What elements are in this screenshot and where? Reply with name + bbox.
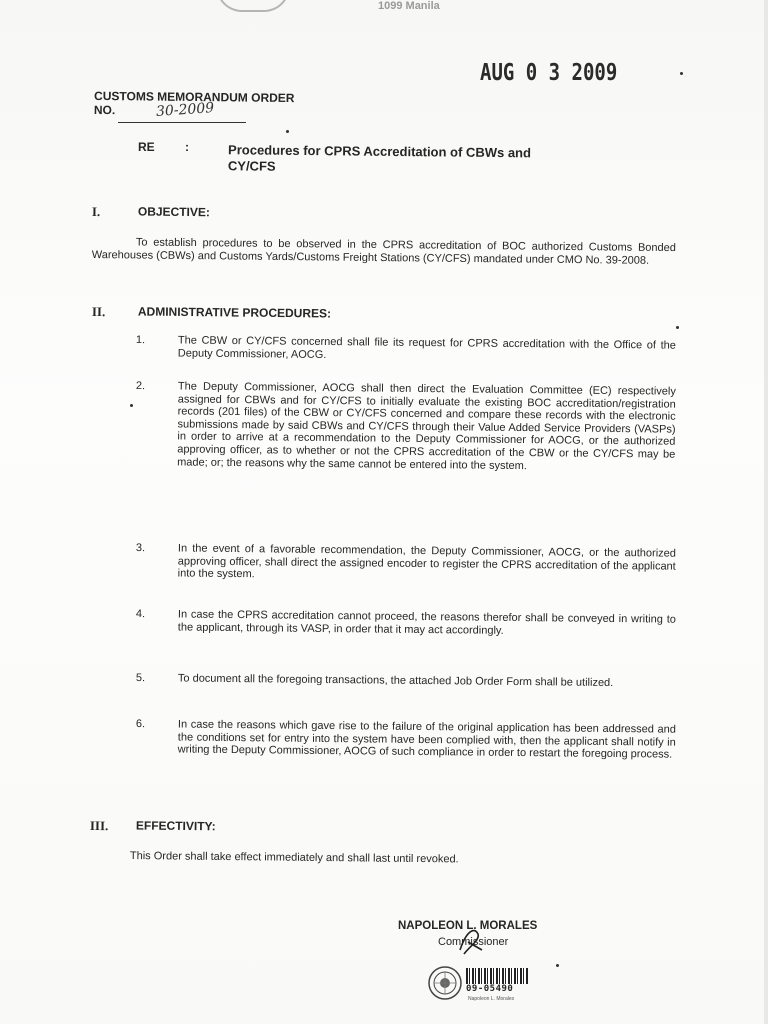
effectivity-body: This Order shall take effect immediately and shall last until revoked.	[129, 850, 459, 866]
section-number: I.	[91, 204, 101, 220]
procedure-item	[135, 334, 676, 361]
section-title: ADMINISTRATIVE PROCEDURES:	[137, 304, 332, 321]
re-label: RE	[138, 140, 155, 154]
scan-speck	[680, 72, 683, 75]
procedure-item	[135, 608, 676, 637]
barcode-number: 09-05490	[466, 984, 514, 994]
order-number-handwritten: 30-2009	[155, 99, 215, 121]
item-number: 1.	[135, 334, 146, 347]
re-subject	[228, 142, 568, 178]
item-text: In case the CPRS accreditation cannot proceed, the reasons therefor shall be conveyed in writing to the applicant, through its VASP, in order that it may act accordingly.	[177, 608, 676, 637]
section-number: II.	[91, 304, 106, 320]
item-number: 3.	[135, 542, 146, 555]
bureau-seal-icon	[428, 966, 462, 1000]
procedure-item	[135, 542, 676, 581]
scan-speck	[286, 130, 289, 133]
procedure-item	[135, 380, 676, 472]
procedure-item	[135, 718, 676, 761]
order-no-label: NO.	[93, 102, 116, 118]
barcode-caption: Napoleon L. Morales	[468, 996, 515, 1002]
bureau-seal-top	[216, 0, 290, 12]
item-number: 2.	[135, 380, 146, 393]
order-type: CUSTOMS MEMORANDUM ORDER	[94, 88, 295, 106]
header-address: 1099 Manila	[378, 0, 440, 12]
re-colon: :	[185, 140, 189, 154]
handwritten-signature-mark	[452, 920, 492, 960]
signatory-name: NAPOLEON L. MORALES	[398, 920, 538, 932]
re-subject-line-2: CY/CFS	[227, 158, 276, 174]
page-edge-shadow	[764, 0, 768, 1024]
item-text: The Deputy Commissioner, AOCG shall then direct the Evaluation Committee (EC) respectively assigned for CBWs and for CY/CFS to initially evaluate the existing BOC accreditation/registration records (201 files) of the CBW or CY/CFS concerned and compare these records with the electronic submissions made by said CBWs and CY/CFS through their Value Added Service Providers (VASPs) in order to arrive at a recommendation to the Deputy Commissioner for AOCG, or the authorized approving officer, as to whether or not the CPRS accreditation of the CBW or the CY/CFS may be made; or; the reasons why the same cannot be entered into the system.	[177, 380, 676, 472]
item-text: To document all the foregoing transactions, the attached Job Order Form shall be utilized.	[177, 672, 614, 689]
procedure-item	[135, 672, 676, 689]
order-number-line	[118, 99, 246, 123]
scan-speck	[556, 964, 559, 967]
item-number: 6.	[135, 718, 146, 731]
item-number: 4.	[135, 608, 146, 621]
item-text: In the event of a favorable recommendation, the Deputy Commissioner, AOCG, or the authorized approving officer, shall direct the assigned encoder to register the CPRS accreditation of the applicant into the system.	[177, 542, 676, 581]
barcode	[466, 968, 528, 984]
item-text: In case the reasons which gave rise to the failure of the original application has been addressed and the conditions set for entry into the system have been complied with, then the applicant shall notify in writing the Deputy Commissioner, AOCG of such compliance in order to restart the foregoing process.	[177, 718, 676, 761]
scan-speck	[130, 404, 133, 407]
section-title: EFFECTIVITY:	[135, 818, 216, 834]
section-number: III.	[89, 818, 109, 834]
item-text: The CBW or CY/CFS concerned shall file its request for CPRS accreditation with the Office of the Deputy Commissioner, AOCG.	[177, 334, 676, 361]
date-stamp: AUG 0 3 2009	[480, 59, 618, 87]
re-subject-line-1: Procedures for CPRS Accreditation of CBWs and	[228, 142, 532, 161]
item-number: 5.	[135, 672, 146, 685]
section-title: OBJECTIVE:	[137, 204, 211, 220]
signatory-title: Commissioner	[438, 936, 509, 948]
objective-body: To establish procedures to be observed in the CPRS accreditation of BOC authorized Customs Bonded Warehouses (CBWs) and Customs Yards/Customs Freight Stations (CY/CFS) mandated under CMO No. 39-2008.	[91, 236, 676, 267]
scan-speck	[676, 326, 679, 329]
